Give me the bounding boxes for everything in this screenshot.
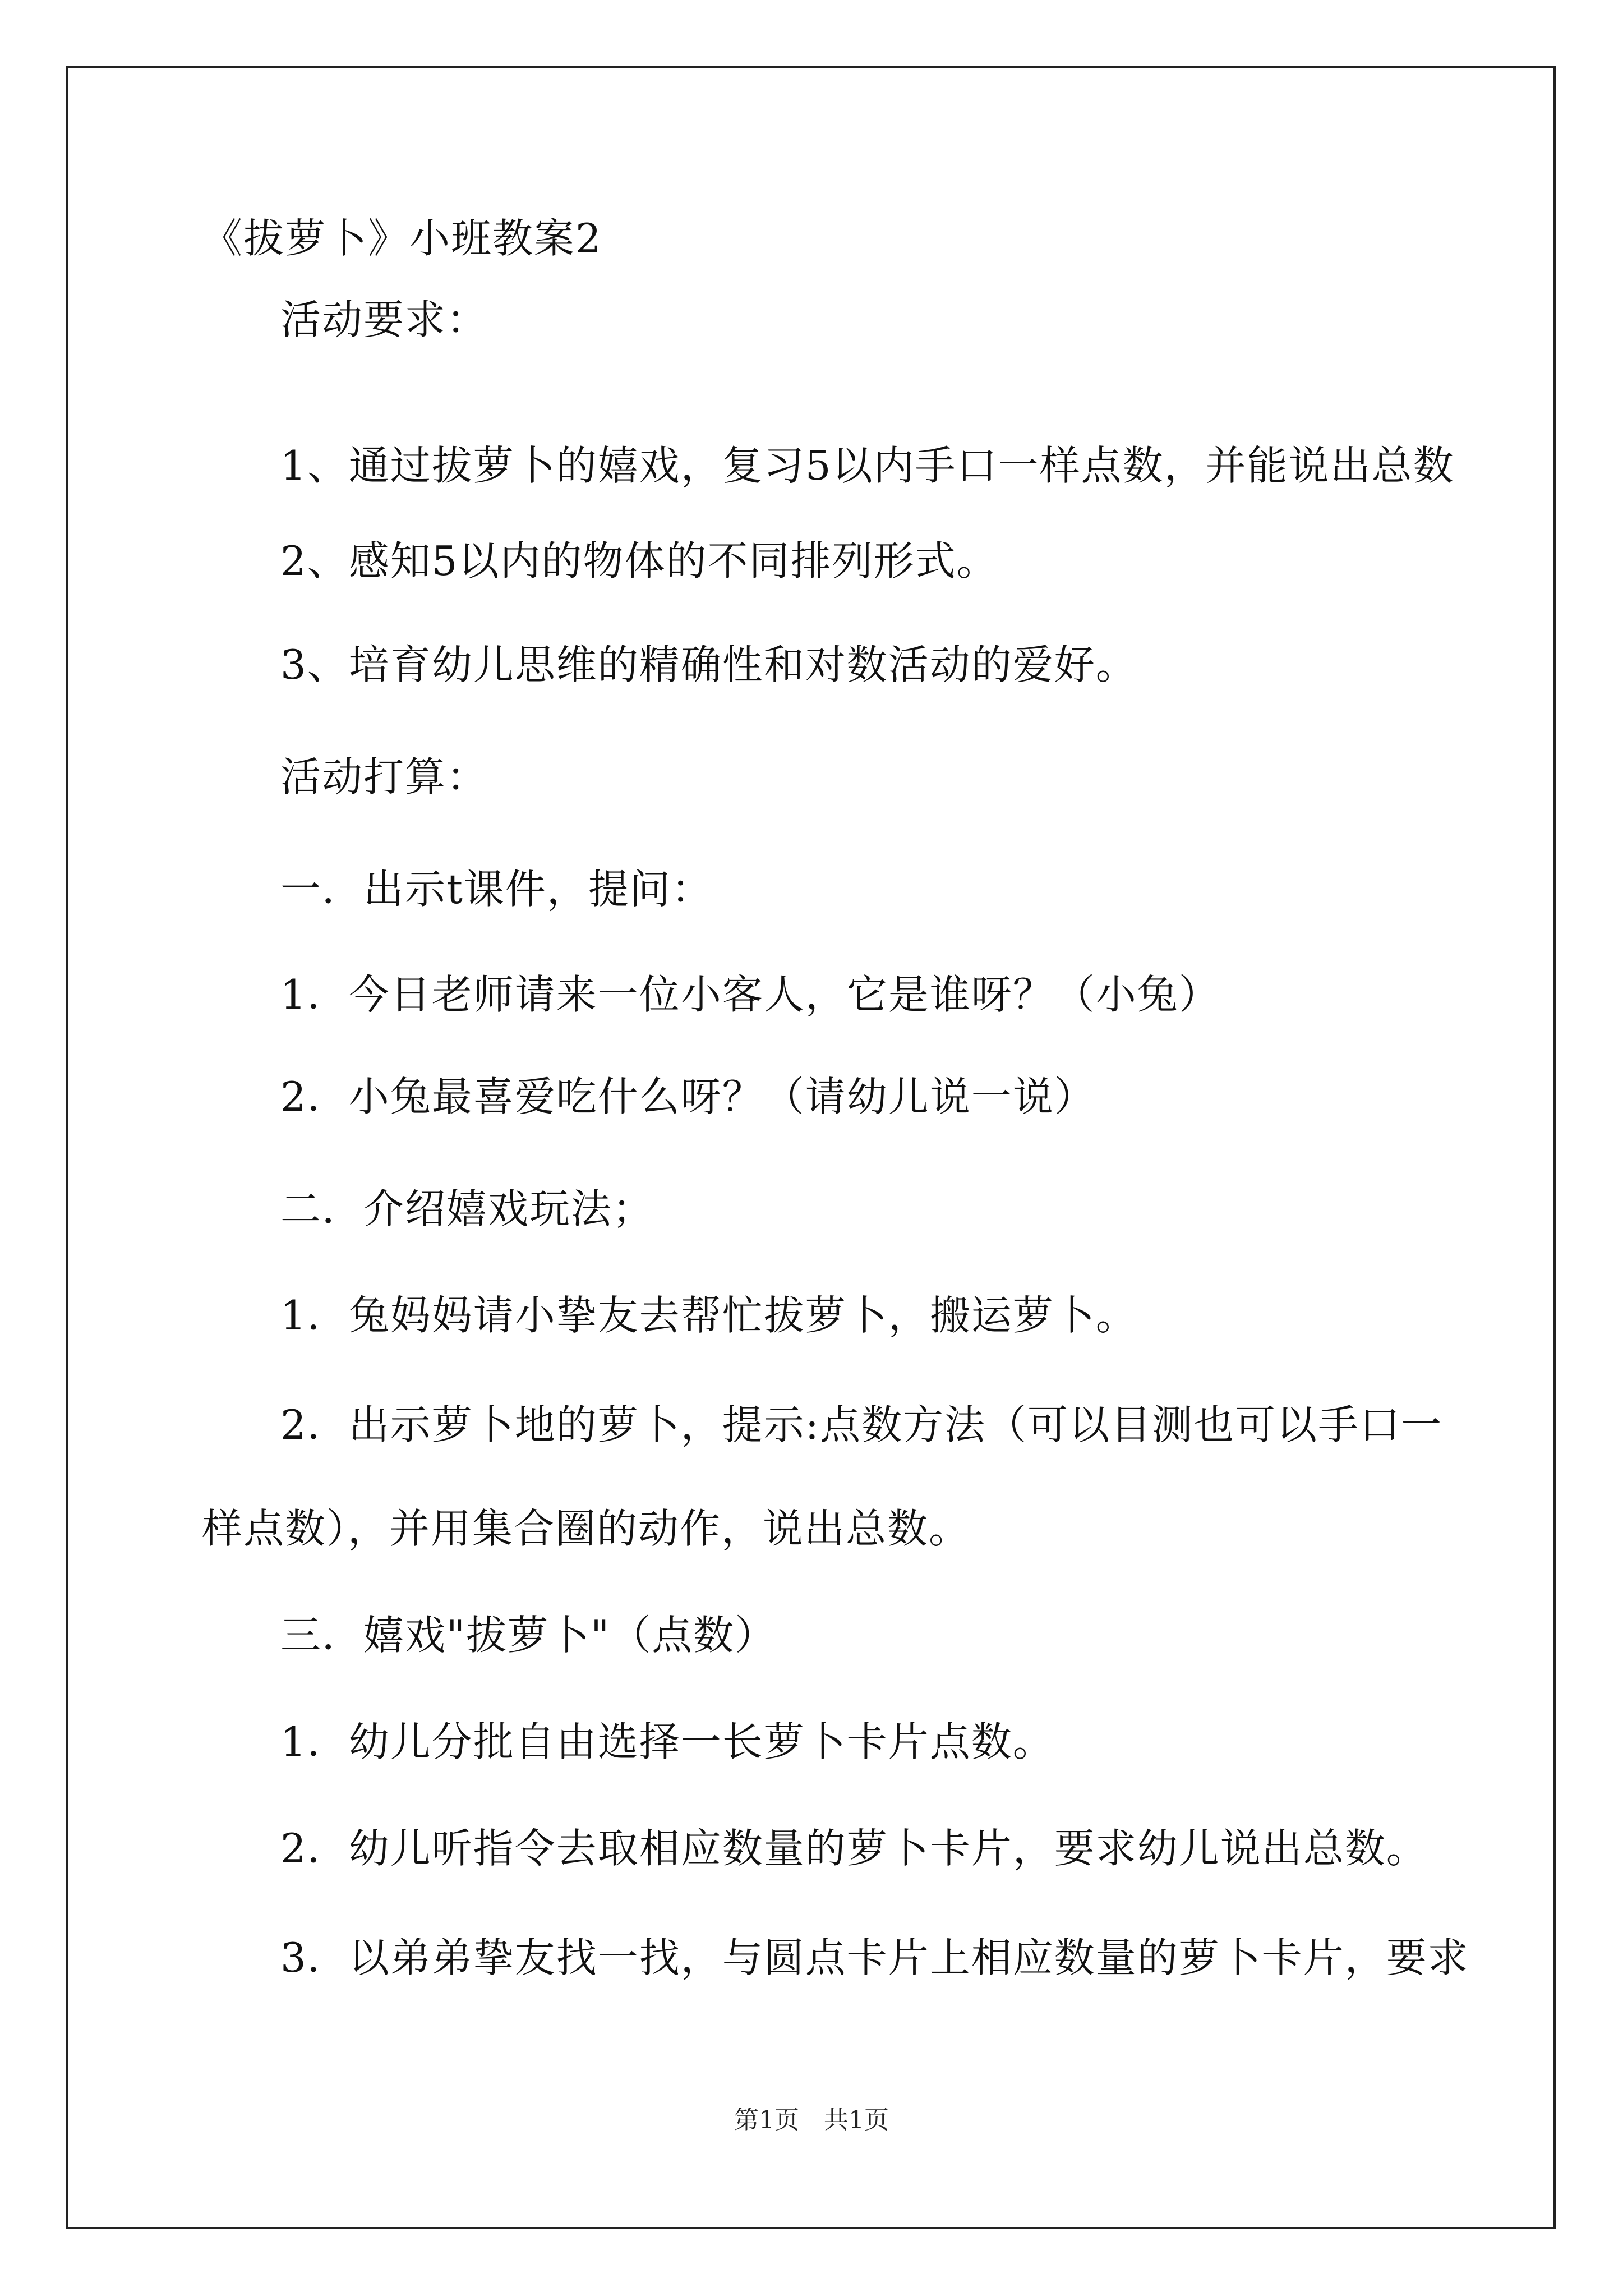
paragraph-line: 2．小兔最喜爱吃什么呀？（请幼儿说一说） xyxy=(280,1073,1096,1120)
paragraph-line: 二．介绍嬉戏玩法； xyxy=(280,1185,654,1232)
paragraph-line: 3、培育幼儿思维的精确性和对数活动的爱好。 xyxy=(280,641,1137,688)
paragraph-line: 活动打算： xyxy=(280,753,488,800)
paragraph-line: 2．出示萝卜地的萝卜，提示:点数方法（可以目测也可以手口一 xyxy=(280,1401,1443,1448)
page-border xyxy=(66,66,1556,2229)
paragraph-line: 1．兔妈妈请小挚友去帮忙拔萝卜，搬运萝卜。 xyxy=(280,1292,1137,1339)
paragraph-line: 一．出示t课件，提问： xyxy=(280,866,713,913)
paragraph-line: 活动要求： xyxy=(280,296,488,343)
page-footer: 第1页 共1页 xyxy=(734,2106,889,2134)
paragraph-line: 1、通过拔萝卜的嬉戏，复习5以内手口一样点数，并能说出总数 xyxy=(280,442,1455,489)
paragraph-line: 样点数），并用集合圈的动作，说出总数。 xyxy=(202,1505,971,1552)
paragraph-line: 1．今日老师请来一位小客人，它是谁呀？（小兔） xyxy=(280,971,1220,1018)
paragraph-line: 2．幼儿听指令去取相应数量的萝卜卡片，要求幼儿说出总数。 xyxy=(280,1825,1428,1872)
paragraph-line: 三．嬉戏"拔萝卜"（点数） xyxy=(280,1612,777,1659)
document-title: 《拔萝卜》小班教案2 xyxy=(202,215,602,262)
paragraph-line: 3．以弟弟挚友找一找，与圆点卡片上相应数量的萝卜卡片，要求 xyxy=(280,1934,1469,1981)
paragraph-line: 1．幼儿分批自由选择一长萝卜卡片点数。 xyxy=(280,1718,1054,1765)
paragraph-line: 2、感知5以内的物体的不同排列形式。 xyxy=(280,537,998,585)
